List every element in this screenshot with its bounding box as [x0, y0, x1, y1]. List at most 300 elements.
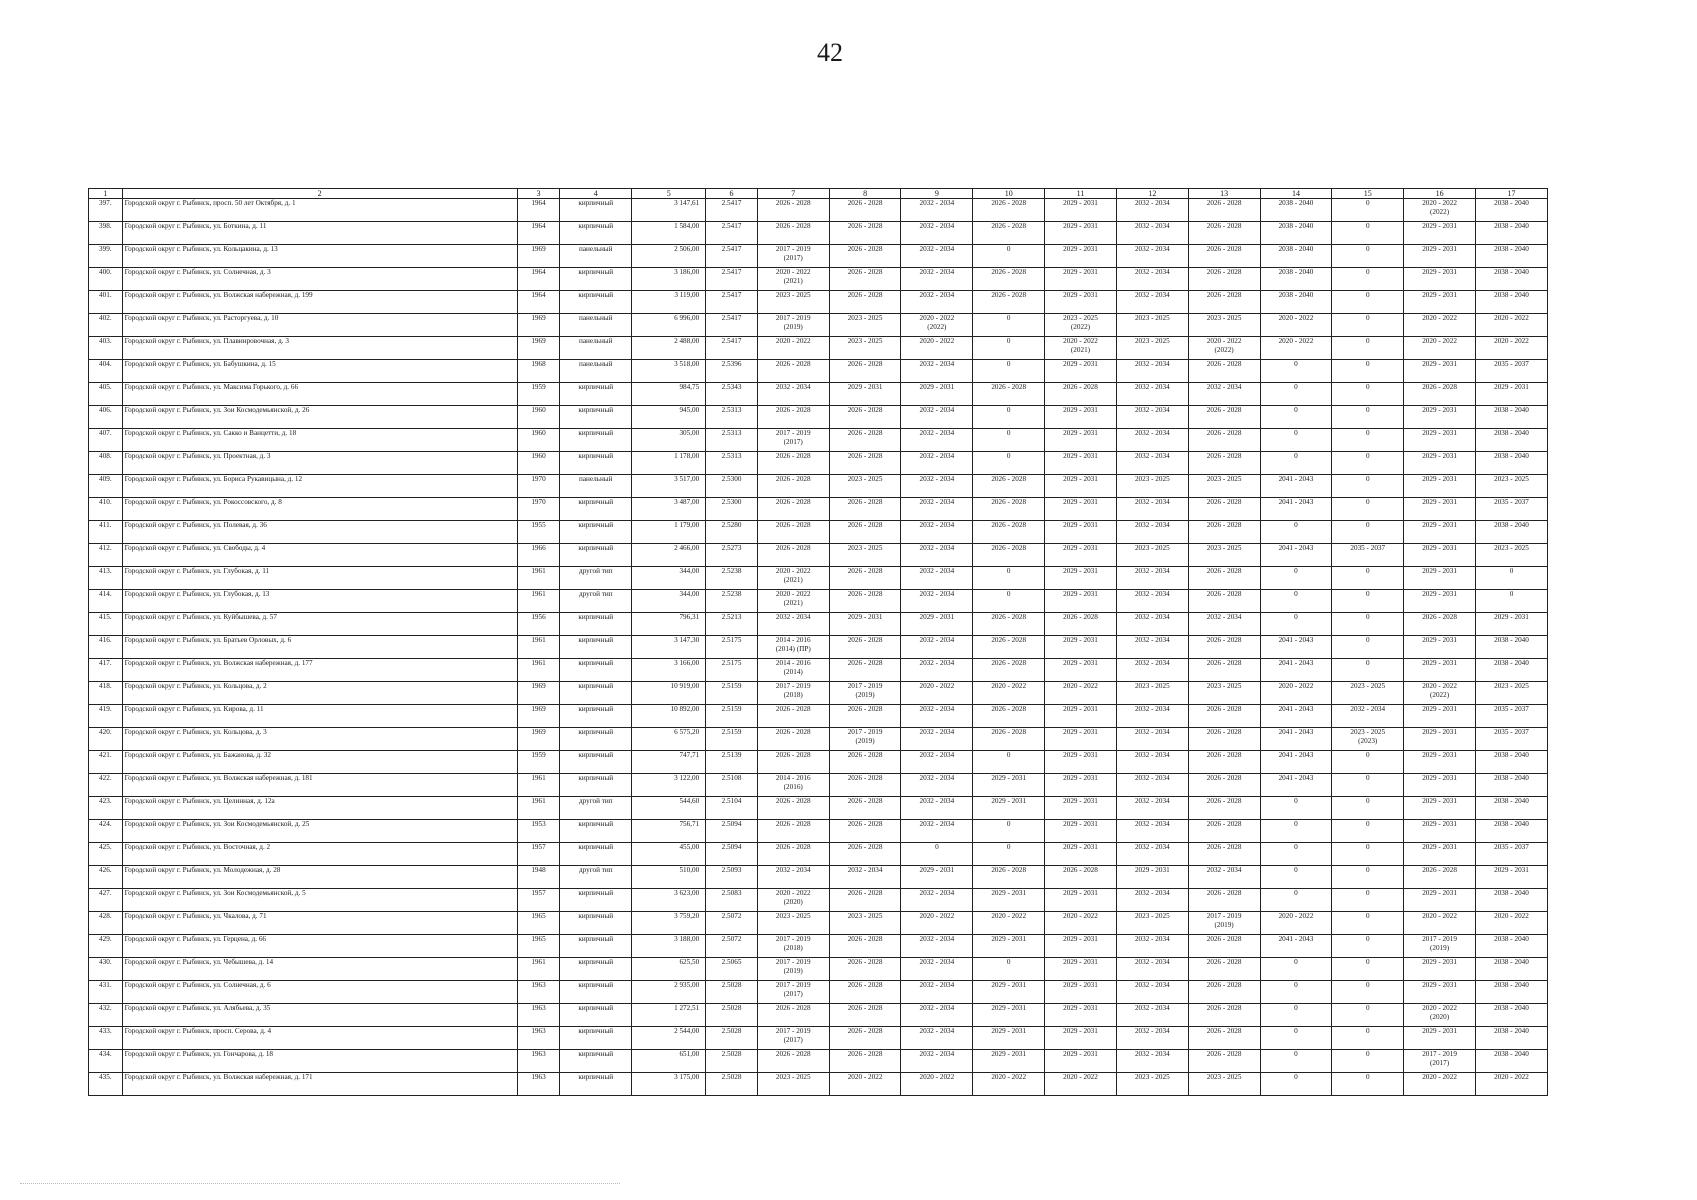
- period-col-7-cell: 2023 - 2025: [757, 291, 829, 314]
- period-col-12-cell: 2032 - 2034: [1116, 797, 1188, 820]
- period-col-10-cell: 2029 - 2031: [973, 1050, 1045, 1073]
- period-col-15-cell: 0: [1332, 659, 1404, 682]
- period-col-9-cell: 2029 - 2031: [901, 383, 973, 406]
- period-col-12-cell: 2032 - 2034: [1116, 567, 1188, 590]
- period-col-13-cell: 2026 - 2028: [1188, 291, 1260, 314]
- period-col-10-cell: 0: [973, 958, 1045, 981]
- period-col-16-cell: 2017 - 2019 (2019): [1404, 935, 1476, 958]
- build-year-cell: 1965: [517, 912, 560, 935]
- period-col-16-cell: 2020 - 2022: [1404, 337, 1476, 360]
- build-year-cell: 1957: [517, 843, 560, 866]
- period-col-13-cell: 2026 - 2028: [1188, 935, 1260, 958]
- wall-material-cell: другой тип: [560, 590, 632, 613]
- period-col-17-cell: 0: [1475, 567, 1547, 590]
- period-col-12-cell: 2023 - 2025: [1116, 314, 1188, 337]
- period-col-12-cell: 2032 - 2034: [1116, 268, 1188, 291]
- period-col-16-cell: 2029 - 2031: [1404, 843, 1476, 866]
- period-col-7-cell: 2026 - 2028: [757, 475, 829, 498]
- period-col-16-cell: 2017 - 2019 (2017): [1404, 1050, 1476, 1073]
- period-col-9-cell: 2032 - 2034: [901, 222, 973, 245]
- coefficient-cell: 2.5139: [706, 751, 758, 774]
- period-col-11-cell: 2029 - 2031: [1045, 659, 1117, 682]
- address-cell: Городской округ г. Рыбинск, ул. Максима Горького, д. 66: [122, 383, 517, 406]
- period-col-15-cell: 0: [1332, 383, 1404, 406]
- address-cell: Городской округ г. Рыбинск, ул. Целинная, д. 12а: [122, 797, 517, 820]
- address-cell: Городской округ г. Рыбинск, ул. Молодежная, д. 28: [122, 866, 517, 889]
- period-col-11-cell: 2020 - 2022: [1045, 1073, 1117, 1096]
- address-cell: Городской округ г. Рыбинск, ул. Зои Космодемьянской, д. 25: [122, 820, 517, 843]
- period-col-14-cell: 2041 - 2043: [1260, 774, 1332, 797]
- row-number-cell: 407.: [89, 429, 123, 452]
- column-header-16: 16: [1404, 189, 1476, 199]
- period-col-7-cell: 2020 - 2022 (2020): [757, 889, 829, 912]
- period-col-12-cell: 2032 - 2034: [1116, 728, 1188, 751]
- row-number-cell: 413.: [89, 567, 123, 590]
- period-col-15-cell: 0: [1332, 889, 1404, 912]
- row-number-cell: 420.: [89, 728, 123, 751]
- period-col-12-cell: 2032 - 2034: [1116, 429, 1188, 452]
- period-col-9-cell: 2032 - 2034: [901, 705, 973, 728]
- period-col-17-cell: 2020 - 2022: [1475, 912, 1547, 935]
- period-col-7-cell: 2026 - 2028: [757, 843, 829, 866]
- column-header-12: 12: [1116, 189, 1188, 199]
- address-cell: Городской округ г. Рыбинск, ул. Кольцакина, д. 13: [122, 245, 517, 268]
- table-row: [89, 1004, 1548, 1027]
- wall-material-cell: кирпичный: [560, 820, 632, 843]
- address-cell: Городской округ г. Рыбинск, ул. Свободы, д. 4: [122, 544, 517, 567]
- period-col-10-cell: 2026 - 2028: [973, 268, 1045, 291]
- period-col-11-cell: 2029 - 2031: [1045, 843, 1117, 866]
- period-col-9-cell: 2032 - 2034: [901, 935, 973, 958]
- period-col-17-cell: 2038 - 2040: [1475, 981, 1547, 1004]
- period-col-13-cell: 2026 - 2028: [1188, 774, 1260, 797]
- period-col-14-cell: 0: [1260, 843, 1332, 866]
- period-col-10-cell: 0: [973, 429, 1045, 452]
- area-cell: 1 179,00: [632, 521, 706, 544]
- table-row: [89, 1027, 1548, 1050]
- build-year-cell: 1959: [517, 383, 560, 406]
- area-cell: 3 518,00: [632, 360, 706, 383]
- period-col-12-cell: 2032 - 2034: [1116, 222, 1188, 245]
- table-row: [89, 1050, 1548, 1073]
- period-col-8-cell: 2026 - 2028: [829, 291, 901, 314]
- period-col-15-cell: 0: [1332, 1050, 1404, 1073]
- period-col-8-cell: 2026 - 2028: [829, 1050, 901, 1073]
- area-cell: 10 892,00: [632, 705, 706, 728]
- period-col-15-cell: 0: [1332, 199, 1404, 222]
- period-col-11-cell: 2029 - 2031: [1045, 636, 1117, 659]
- period-col-14-cell: 2038 - 2040: [1260, 245, 1332, 268]
- column-header-15: 15: [1332, 189, 1404, 199]
- wall-material-cell: кирпичный: [560, 452, 632, 475]
- period-col-14-cell: 2038 - 2040: [1260, 268, 1332, 291]
- address-cell: Городской округ г. Рыбинск, просп. Серова, д. 4: [122, 1027, 517, 1050]
- period-col-12-cell: 2032 - 2034: [1116, 705, 1188, 728]
- area-cell: 3 147,30: [632, 636, 706, 659]
- period-col-15-cell: 0: [1332, 498, 1404, 521]
- period-col-8-cell: 2026 - 2028: [829, 1027, 901, 1050]
- wall-material-cell: кирпичный: [560, 383, 632, 406]
- row-number-cell: 399.: [89, 245, 123, 268]
- period-col-10-cell: 2026 - 2028: [973, 521, 1045, 544]
- period-col-7-cell: 2020 - 2022 (2021): [757, 268, 829, 291]
- period-col-17-cell: 2038 - 2040: [1475, 199, 1547, 222]
- period-col-7-cell: 2032 - 2034: [757, 383, 829, 406]
- period-col-11-cell: 2029 - 2031: [1045, 521, 1117, 544]
- period-col-17-cell: 2035 - 2037: [1475, 498, 1547, 521]
- period-col-17-cell: 2038 - 2040: [1475, 245, 1547, 268]
- column-header-6: 6: [706, 189, 758, 199]
- area-cell: 3 188,00: [632, 935, 706, 958]
- period-col-10-cell: 2020 - 2022: [973, 912, 1045, 935]
- row-number-cell: 404.: [89, 360, 123, 383]
- address-cell: Городской округ г. Рыбинск, ул. Бажанова, д. 32: [122, 751, 517, 774]
- wall-material-cell: кирпичный: [560, 268, 632, 291]
- period-col-17-cell: 2038 - 2040: [1475, 889, 1547, 912]
- period-col-13-cell: 2026 - 2028: [1188, 958, 1260, 981]
- period-col-10-cell: 0: [973, 820, 1045, 843]
- area-cell: 10 919,00: [632, 682, 706, 705]
- period-col-16-cell: 2029 - 2031: [1404, 245, 1476, 268]
- period-col-7-cell: 2026 - 2028: [757, 751, 829, 774]
- period-col-10-cell: 2029 - 2031: [973, 1004, 1045, 1027]
- period-col-14-cell: 2041 - 2043: [1260, 751, 1332, 774]
- period-col-15-cell: 0: [1332, 337, 1404, 360]
- period-col-17-cell: 2038 - 2040: [1475, 268, 1547, 291]
- wall-material-cell: кирпичный: [560, 659, 632, 682]
- table-row: [89, 958, 1548, 981]
- wall-material-cell: кирпичный: [560, 406, 632, 429]
- row-number-cell: 431.: [89, 981, 123, 1004]
- coefficient-cell: 2.5313: [706, 406, 758, 429]
- period-col-9-cell: 2032 - 2034: [901, 590, 973, 613]
- row-number-cell: 410.: [89, 498, 123, 521]
- period-col-8-cell: 2026 - 2028: [829, 245, 901, 268]
- period-col-11-cell: 2029 - 2031: [1045, 406, 1117, 429]
- period-col-10-cell: 2029 - 2031: [973, 774, 1045, 797]
- period-col-7-cell: 2014 - 2016 (2016): [757, 774, 829, 797]
- period-col-15-cell: 0: [1332, 245, 1404, 268]
- build-year-cell: 1960: [517, 406, 560, 429]
- period-col-8-cell: 2026 - 2028: [829, 498, 901, 521]
- column-header-10: 10: [973, 189, 1045, 199]
- period-col-17-cell: 2038 - 2040: [1475, 820, 1547, 843]
- build-year-cell: 1965: [517, 935, 560, 958]
- period-col-8-cell: 2026 - 2028: [829, 797, 901, 820]
- area-cell: 3 122,00: [632, 774, 706, 797]
- coefficient-cell: 2.5343: [706, 383, 758, 406]
- build-year-cell: 1963: [517, 1027, 560, 1050]
- period-col-11-cell: 2029 - 2031: [1045, 705, 1117, 728]
- period-col-13-cell: 2026 - 2028: [1188, 1050, 1260, 1073]
- table-row: [89, 406, 1548, 429]
- coefficient-cell: 2.5273: [706, 544, 758, 567]
- period-col-9-cell: 2029 - 2031: [901, 613, 973, 636]
- period-col-13-cell: 2026 - 2028: [1188, 429, 1260, 452]
- period-col-12-cell: 2032 - 2034: [1116, 751, 1188, 774]
- build-year-cell: 1970: [517, 475, 560, 498]
- period-col-8-cell: 2026 - 2028: [829, 843, 901, 866]
- coefficient-cell: 2.5300: [706, 475, 758, 498]
- period-col-14-cell: 2020 - 2022: [1260, 337, 1332, 360]
- wall-material-cell: кирпичный: [560, 222, 632, 245]
- address-cell: Городской округ г. Рыбинск, ул. Восточная, д. 2: [122, 843, 517, 866]
- period-col-8-cell: 2026 - 2028: [829, 429, 901, 452]
- wall-material-cell: другой тип: [560, 567, 632, 590]
- period-col-17-cell: 2023 - 2025: [1475, 544, 1547, 567]
- row-number-cell: 434.: [89, 1050, 123, 1073]
- period-col-9-cell: 2032 - 2034: [901, 544, 973, 567]
- period-col-13-cell: 2017 - 2019 (2019): [1188, 912, 1260, 935]
- period-col-13-cell: 2032 - 2034: [1188, 613, 1260, 636]
- period-col-9-cell: 2029 - 2031: [901, 866, 973, 889]
- build-year-cell: 1957: [517, 889, 560, 912]
- period-col-13-cell: 2026 - 2028: [1188, 406, 1260, 429]
- period-col-13-cell: 2026 - 2028: [1188, 222, 1260, 245]
- column-header-14: 14: [1260, 189, 1332, 199]
- coefficient-cell: 2.5072: [706, 935, 758, 958]
- period-col-12-cell: 2032 - 2034: [1116, 843, 1188, 866]
- wall-material-cell: кирпичный: [560, 199, 632, 222]
- period-col-16-cell: 2020 - 2022 (2022): [1404, 682, 1476, 705]
- period-col-12-cell: 2032 - 2034: [1116, 383, 1188, 406]
- period-col-10-cell: 0: [973, 406, 1045, 429]
- coefficient-cell: 2.5213: [706, 613, 758, 636]
- area-cell: 3 166,00: [632, 659, 706, 682]
- period-col-9-cell: 2032 - 2034: [901, 659, 973, 682]
- wall-material-cell: кирпичный: [560, 291, 632, 314]
- period-col-13-cell: 2026 - 2028: [1188, 820, 1260, 843]
- period-col-9-cell: 2032 - 2034: [901, 268, 973, 291]
- period-col-15-cell: 0: [1332, 475, 1404, 498]
- wall-material-cell: кирпичный: [560, 1004, 632, 1027]
- period-col-7-cell: 2026 - 2028: [757, 1050, 829, 1073]
- table-row: [89, 360, 1548, 383]
- period-col-13-cell: 2026 - 2028: [1188, 245, 1260, 268]
- coefficient-cell: 2.5313: [706, 429, 758, 452]
- row-number-cell: 424.: [89, 820, 123, 843]
- scan-artifact: [20, 1183, 620, 1185]
- period-col-16-cell: 2026 - 2028: [1404, 383, 1476, 406]
- period-col-14-cell: 0: [1260, 429, 1332, 452]
- address-cell: Городской округ г. Рыбинск, ул. Плавинровочная, д. 3: [122, 337, 517, 360]
- period-col-8-cell: 2017 - 2019 (2019): [829, 728, 901, 751]
- period-col-17-cell: 2020 - 2022: [1475, 337, 1547, 360]
- coefficient-cell: 2.5396: [706, 360, 758, 383]
- period-col-14-cell: 2041 - 2043: [1260, 659, 1332, 682]
- period-col-10-cell: 0: [973, 590, 1045, 613]
- wall-material-cell: кирпичный: [560, 935, 632, 958]
- period-col-11-cell: 2029 - 2031: [1045, 475, 1117, 498]
- period-col-13-cell: 2026 - 2028: [1188, 797, 1260, 820]
- period-col-15-cell: 0: [1332, 452, 1404, 475]
- period-col-17-cell: 2038 - 2040: [1475, 751, 1547, 774]
- column-header-9: 9: [901, 189, 973, 199]
- coefficient-cell: 2.5065: [706, 958, 758, 981]
- period-col-14-cell: 0: [1260, 889, 1332, 912]
- period-col-12-cell: 2029 - 2031: [1116, 866, 1188, 889]
- address-cell: Городской округ г. Рыбинск, ул. Чкалова, д. 71: [122, 912, 517, 935]
- period-col-13-cell: 2026 - 2028: [1188, 452, 1260, 475]
- period-col-15-cell: 0: [1332, 935, 1404, 958]
- period-col-14-cell: 2038 - 2040: [1260, 222, 1332, 245]
- period-col-14-cell: 2041 - 2043: [1260, 544, 1332, 567]
- period-col-14-cell: 2020 - 2022: [1260, 314, 1332, 337]
- period-col-16-cell: 2029 - 2031: [1404, 659, 1476, 682]
- wall-material-cell: другой тип: [560, 866, 632, 889]
- row-number-cell: 403.: [89, 337, 123, 360]
- period-col-15-cell: 0: [1332, 314, 1404, 337]
- period-col-13-cell: 2023 - 2025: [1188, 475, 1260, 498]
- period-col-17-cell: 2038 - 2040: [1475, 659, 1547, 682]
- period-col-13-cell: 2026 - 2028: [1188, 636, 1260, 659]
- period-col-11-cell: 2029 - 2031: [1045, 1050, 1117, 1073]
- period-col-10-cell: 2026 - 2028: [973, 659, 1045, 682]
- period-col-9-cell: 2032 - 2034: [901, 245, 973, 268]
- period-col-11-cell: 2020 - 2022: [1045, 912, 1117, 935]
- period-col-7-cell: 2023 - 2025: [757, 1073, 829, 1096]
- address-cell: Городской округ г. Рыбинск, ул. Гончарова, д. 18: [122, 1050, 517, 1073]
- table-row: [89, 820, 1548, 843]
- address-cell: Городской округ г. Рыбинск, ул. Зои Космодемьянской, д. 26: [122, 406, 517, 429]
- area-cell: 3 517,00: [632, 475, 706, 498]
- period-col-12-cell: 2032 - 2034: [1116, 636, 1188, 659]
- period-col-14-cell: 0: [1260, 981, 1332, 1004]
- row-number-cell: 415.: [89, 613, 123, 636]
- period-col-17-cell: 2038 - 2040: [1475, 958, 1547, 981]
- column-header-5: 5: [632, 189, 706, 199]
- period-col-10-cell: 2029 - 2031: [973, 935, 1045, 958]
- column-header-17: 17: [1475, 189, 1547, 199]
- period-col-17-cell: 2038 - 2040: [1475, 1004, 1547, 1027]
- period-col-16-cell: 2029 - 2031: [1404, 291, 1476, 314]
- period-col-14-cell: 2038 - 2040: [1260, 199, 1332, 222]
- address-cell: Городской округ г. Рыбинск, ул. Солнечная, д. 3: [122, 268, 517, 291]
- build-year-cell: 1969: [517, 245, 560, 268]
- period-col-17-cell: 2035 - 2037: [1475, 360, 1547, 383]
- period-col-10-cell: 2029 - 2031: [973, 981, 1045, 1004]
- address-cell: Городской округ г. Рыбинск, ул. Глубокая, д. 13: [122, 590, 517, 613]
- period-col-16-cell: 2029 - 2031: [1404, 636, 1476, 659]
- period-col-17-cell: 2038 - 2040: [1475, 521, 1547, 544]
- build-year-cell: 1969: [517, 728, 560, 751]
- period-col-16-cell: 2029 - 2031: [1404, 544, 1476, 567]
- period-col-17-cell: 2023 - 2025: [1475, 475, 1547, 498]
- build-year-cell: 1969: [517, 705, 560, 728]
- period-col-17-cell: 2038 - 2040: [1475, 935, 1547, 958]
- period-col-12-cell: 2032 - 2034: [1116, 1050, 1188, 1073]
- wall-material-cell: кирпичный: [560, 544, 632, 567]
- period-col-14-cell: 0: [1260, 521, 1332, 544]
- wall-material-cell: кирпичный: [560, 1050, 632, 1073]
- table-row: [89, 843, 1548, 866]
- wall-material-cell: кирпичный: [560, 751, 632, 774]
- row-number-cell: 412.: [89, 544, 123, 567]
- period-col-10-cell: 2026 - 2028: [973, 383, 1045, 406]
- period-col-14-cell: 2041 - 2043: [1260, 636, 1332, 659]
- row-number-cell: 429.: [89, 935, 123, 958]
- table-row: [89, 774, 1548, 797]
- column-header-4: 4: [560, 189, 632, 199]
- wall-material-cell: кирпичный: [560, 843, 632, 866]
- period-col-12-cell: 2023 - 2025: [1116, 337, 1188, 360]
- period-col-8-cell: 2026 - 2028: [829, 360, 901, 383]
- period-col-16-cell: 2029 - 2031: [1404, 222, 1476, 245]
- address-cell: Городской округ г. Рыбинск, ул. Алябьева, д. 35: [122, 1004, 517, 1027]
- period-col-9-cell: 2032 - 2034: [901, 820, 973, 843]
- period-col-15-cell: 0: [1332, 1004, 1404, 1027]
- period-col-9-cell: 2020 - 2022 (2022): [901, 314, 973, 337]
- period-col-17-cell: 2038 - 2040: [1475, 406, 1547, 429]
- coefficient-cell: 2.5083: [706, 889, 758, 912]
- period-col-12-cell: 2032 - 2034: [1116, 245, 1188, 268]
- coefficient-cell: 2.5072: [706, 912, 758, 935]
- coefficient-cell: 2.5175: [706, 636, 758, 659]
- period-col-10-cell: 0: [973, 360, 1045, 383]
- period-col-12-cell: 2032 - 2034: [1116, 406, 1188, 429]
- coefficient-cell: 2.5417: [706, 199, 758, 222]
- period-col-9-cell: 2032 - 2034: [901, 360, 973, 383]
- period-col-12-cell: 2032 - 2034: [1116, 1027, 1188, 1050]
- period-col-8-cell: 2026 - 2028: [829, 659, 901, 682]
- coefficient-cell: 2.5280: [706, 521, 758, 544]
- period-col-9-cell: 2032 - 2034: [901, 521, 973, 544]
- row-number-cell: 418.: [89, 682, 123, 705]
- area-cell: 747,71: [632, 751, 706, 774]
- address-cell: Городской округ г. Рыбинск, ул. Кирова, д. 11: [122, 705, 517, 728]
- period-col-8-cell: 2023 - 2025: [829, 475, 901, 498]
- column-header-3: 3: [517, 189, 560, 199]
- coefficient-cell: 2.5028: [706, 1050, 758, 1073]
- period-col-10-cell: 2026 - 2028: [973, 475, 1045, 498]
- period-col-7-cell: 2017 - 2019 (2017): [757, 429, 829, 452]
- wall-material-cell: кирпичный: [560, 682, 632, 705]
- address-cell: Городской округ г. Рыбинск, ул. Боткина, д. 11: [122, 222, 517, 245]
- row-number-cell: 430.: [89, 958, 123, 981]
- period-col-12-cell: 2032 - 2034: [1116, 935, 1188, 958]
- period-col-15-cell: 0: [1332, 567, 1404, 590]
- period-col-11-cell: 2029 - 2031: [1045, 820, 1117, 843]
- period-col-9-cell: 2032 - 2034: [901, 751, 973, 774]
- period-col-16-cell: 2029 - 2031: [1404, 981, 1476, 1004]
- build-year-cell: 1960: [517, 452, 560, 475]
- area-cell: 1 272,51: [632, 1004, 706, 1027]
- coefficient-cell: 2.5108: [706, 774, 758, 797]
- row-number-cell: 419.: [89, 705, 123, 728]
- area-cell: 3 119,00: [632, 291, 706, 314]
- period-col-11-cell: 2029 - 2031: [1045, 452, 1117, 475]
- period-col-15-cell: 2023 - 2025 (2023): [1332, 728, 1404, 751]
- table-row: [89, 728, 1548, 751]
- build-year-cell: 1964: [517, 199, 560, 222]
- period-col-14-cell: 0: [1260, 1050, 1332, 1073]
- coefficient-cell: 2.5094: [706, 820, 758, 843]
- row-number-cell: 406.: [89, 406, 123, 429]
- period-col-16-cell: 2020 - 2022 (2020): [1404, 1004, 1476, 1027]
- coefficient-cell: 2.5104: [706, 797, 758, 820]
- period-col-12-cell: 2023 - 2025: [1116, 475, 1188, 498]
- period-col-8-cell: 2026 - 2028: [829, 981, 901, 1004]
- period-col-11-cell: 2029 - 2031: [1045, 199, 1117, 222]
- table-row: [89, 981, 1548, 1004]
- period-col-17-cell: 2038 - 2040: [1475, 797, 1547, 820]
- page-number: 42: [817, 38, 843, 67]
- period-col-9-cell: 2032 - 2034: [901, 452, 973, 475]
- build-year-cell: 1961: [517, 958, 560, 981]
- period-col-8-cell: 2026 - 2028: [829, 406, 901, 429]
- wall-material-cell: кирпичный: [560, 521, 632, 544]
- period-col-8-cell: 2023 - 2025: [829, 544, 901, 567]
